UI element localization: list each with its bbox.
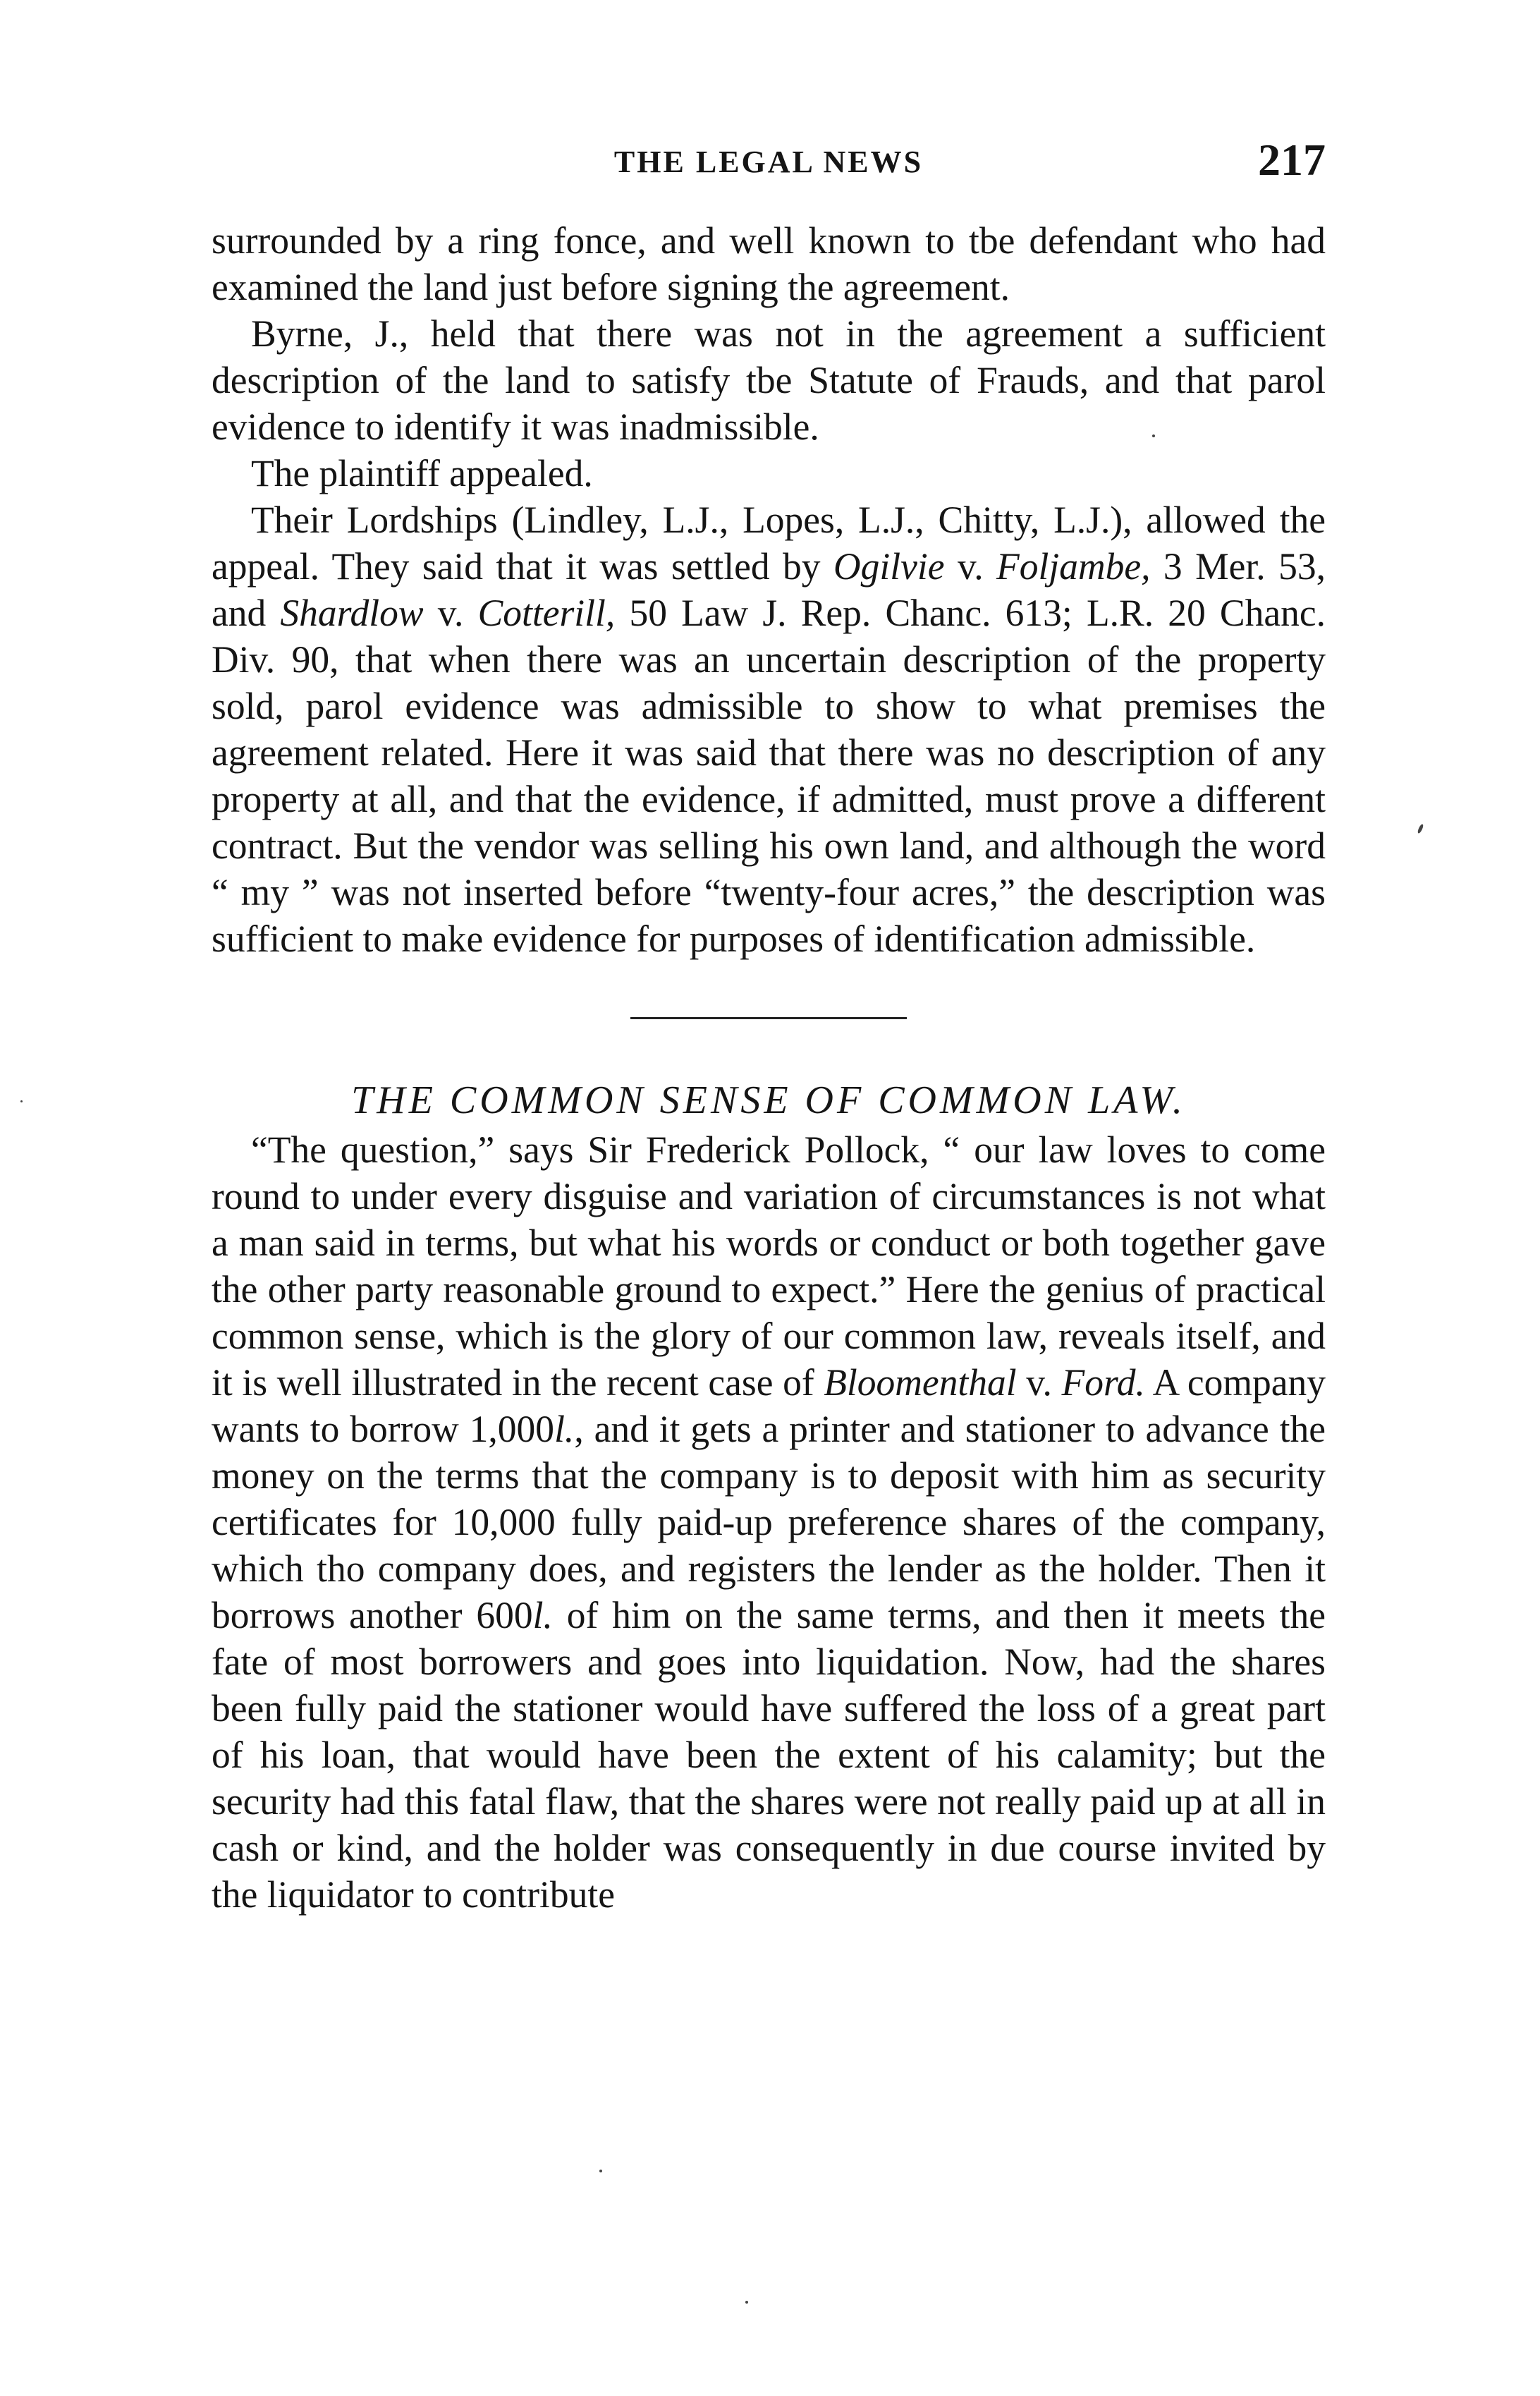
page-number: 217 — [1258, 135, 1326, 185]
running-head — [212, 134, 1326, 190]
case-name-bloomenthal: Bloomenthal — [824, 1361, 1017, 1404]
section-heading: THE COMMON SENSE OF COMMON LAW. — [351, 1078, 1186, 1122]
section-divider — [630, 1017, 907, 1019]
judgment-text-3: 3 Mer. 53, and — [212, 545, 1326, 634]
common-sense-text-3: A company wants to borrow 1,000 — [212, 1361, 1326, 1450]
paragraph-continuation: surrounded by a ring fonce, and well known to tbe defendant who had examined the land just before signing the agreement. — [212, 219, 1326, 308]
print-speck — [599, 2170, 602, 2172]
paragraph-byrne-ruling: Byrne, J., held that there was not in the agreement a sufficient description of the land to satisfy tbe Statute of Frauds, and that parol evidence to identify it was inadmissible. — [212, 312, 1326, 448]
running-title: THE LEGAL NEWS — [613, 145, 924, 179]
judgment-text-4: v. — [423, 592, 478, 634]
currency-pound-1: l. — [554, 1408, 575, 1450]
paragraph-common-sense — [212, 1126, 1326, 1918]
case-name-foljambe: Foljambe, — [996, 545, 1151, 588]
paragraph-lordships-judgment — [212, 497, 1326, 962]
common-sense-text-4: , and it gets a printer and stationer to advance the money on the terms that the company is to deposit with him as security certificates for 10,000 fully paid-up preference shares of the company, which tho company does, and registers the lender as the holder. Then it borrows another 600 — [212, 1408, 1326, 1636]
case-name-ogilvie: Ogilvie — [833, 545, 945, 588]
currency-pound-2: l. — [532, 1594, 553, 1636]
print-speck — [20, 1100, 23, 1102]
paragraph-appeal: The plaintiff appealed. — [251, 452, 593, 494]
text-column — [212, 217, 1326, 1918]
case-name-shardlow: Shardlow — [280, 592, 424, 634]
common-sense-text-2: v. — [1016, 1361, 1062, 1404]
common-sense-text-5: of him on the same terms, and then it meets the fate of most borrowers and goes into liquidation. Now, had the shares been fully paid the stationer would have suffered the loss of a great part of his loan, that would have been the extent of his calamity; but the security had this fatal flaw, that the shares were not really paid up at all in cash or kind, and the holder was consequently in due course invited by the liquidator to contribute — [212, 1594, 1326, 1916]
common-sense-text-1: “The question,” says Sir Frederick Pollock, “ our law loves to come round to under every disguise and variation of circumstances is not what a man said in terms, but what his words or conduct or both together gave the other party reasonable ground to expect.” Here the genius of practical common sense, which is the glory of our common law, reveals itself, and it is well illustrated in the recent case of — [212, 1129, 1326, 1404]
judgment-text-1: Their Lordships (Lindley, L.J., Lopes, L.J., Chitty, L.J.), allowed the appeal. They said that it was settled by — [212, 499, 1326, 588]
print-speck — [1152, 434, 1155, 437]
print-speck — [745, 2301, 748, 2304]
case-name-cotterill: Cotterill, — [477, 592, 616, 634]
case-name-ford: Ford. — [1061, 1361, 1145, 1404]
judgment-text-2: v. — [944, 545, 997, 588]
print-speck — [1417, 824, 1424, 834]
judgment-text-5: 50 Law J. Rep. Chanc. 613; L.R. 20 Chanc. Div. 90, that when there was an uncertain description of the property sold, parol evidence was admissible to show to what premises the agreement related. Here it was said that there was no description of any property at all, and that the evidence, if admitted, must prove a different contract. But the vendor was selling his own land, and although the word “ my ” was not inserted before “twenty-four acres,” the description was sufficient to make evidence for purposes of identification admissible. — [212, 592, 1326, 960]
